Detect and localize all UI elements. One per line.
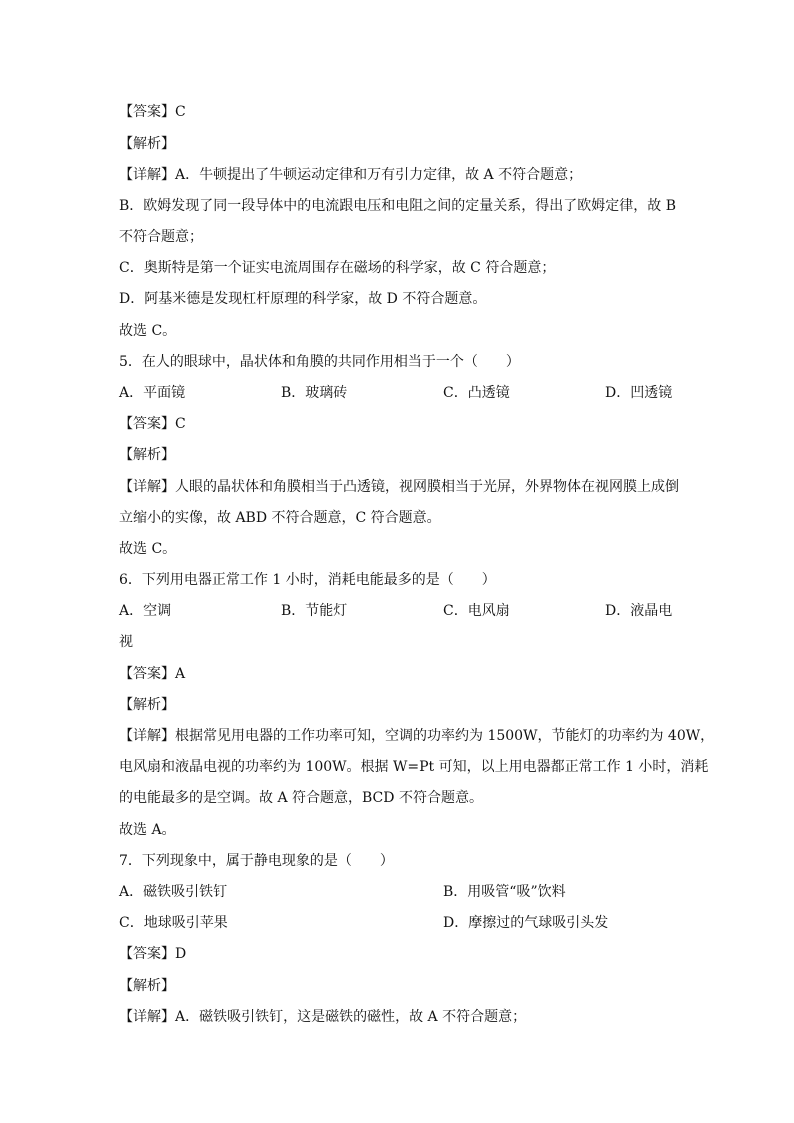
q5-option-a: A．平面镜: [119, 385, 186, 401]
q5-stem: 5．在人的眼球中，晶状体和角膜的共同作用相当于一个（ ）: [119, 354, 520, 370]
q4-detail-b-line2: 不符合题意；: [119, 229, 203, 245]
q7-option-c: C．地球吸引苹果: [119, 915, 228, 931]
q6-detail-line1: 【详解】根据常见用电器的工作功率可知，空调的功率约为 1500W，节能灯的功率约为 40W，: [119, 728, 715, 744]
q6-option-d: D．液晶电: [605, 603, 673, 619]
q5-analysis-heading: 【解析】: [119, 447, 175, 463]
q4-answer: 【答案】C: [119, 104, 186, 120]
q6-analysis-heading: 【解析】: [119, 697, 175, 713]
q4-analysis-heading: 【解析】: [119, 136, 175, 152]
q5-option-d: D．凹透镜: [605, 385, 673, 401]
q7-option-b: B．用吸管“吸”饮料: [443, 884, 566, 900]
q6-option-c: C．电风扇: [443, 603, 510, 619]
q5-option-b: B．玻璃砖: [281, 385, 348, 401]
q7-detail-a: 【详解】A．磁铁吸引铁钉，这是磁铁的磁性，故 A 不符合题意；: [119, 1009, 527, 1025]
q6-detail-line2: 电风扇和液晶电视的功率约为 100W。根据 W=Pt 可知，以上用电器都正常工作 1 小时，消耗: [119, 759, 709, 775]
q7-option-a: A．磁铁吸引铁钉: [119, 884, 228, 900]
q7-option-d: D．摩擦过的气球吸引头发: [443, 915, 609, 931]
q6-option-a: A．空调: [119, 603, 172, 619]
q4-detail-c: C．奥斯特是第一个证实电流周围存在磁场的科学家，故 C 符合题意；: [119, 260, 556, 276]
q7-analysis-heading: 【解析】: [119, 978, 175, 994]
q6-answer: 【答案】A: [119, 666, 186, 682]
q5-answer: 【答案】C: [119, 416, 186, 432]
q4-conclusion: 故选 C。: [119, 323, 177, 339]
q6-option-d-wrap: 视: [119, 634, 133, 650]
q5-option-c: C．凸透镜: [443, 385, 510, 401]
q4-detail-d: D．阿基米德是发现杠杆原理的科学家，故 D 不符合题意。: [119, 291, 487, 307]
q4-detail-a: 【详解】A．牛顿提出了牛顿运动定律和万有引力定律，故 A 不符合题意；: [119, 167, 583, 183]
q6-option-b: B．节能灯: [281, 603, 348, 619]
q7-stem: 7．下列现象中，属于静电现象的是（ ）: [119, 853, 394, 869]
q5-conclusion: 故选 C。: [119, 541, 177, 557]
q6-detail-line3: 的电能最多的是空调。故 A 符合题意，BCD 不符合题意。: [119, 790, 483, 806]
q5-detail-line2: 立缩小的实像，故 ABD 不符合题意，C 符合题意。: [119, 510, 441, 526]
q4-detail-b-line1: B．欧姆发现了同一段导体中的电流跟电压和电阻之间的定量关系，得出了欧姆定律，故 B: [119, 198, 677, 214]
q6-stem: 6．下列用电器正常工作 1 小时，消耗电能最多的是（ ）: [119, 572, 496, 588]
q6-conclusion: 故选 A。: [119, 822, 176, 838]
q7-answer: 【答案】D: [119, 946, 187, 962]
q5-detail-line1: 【详解】人眼的晶状体和角膜相当于凸透镜，视网膜相当于光屏，外界物体在视网膜上成倒: [119, 479, 679, 495]
